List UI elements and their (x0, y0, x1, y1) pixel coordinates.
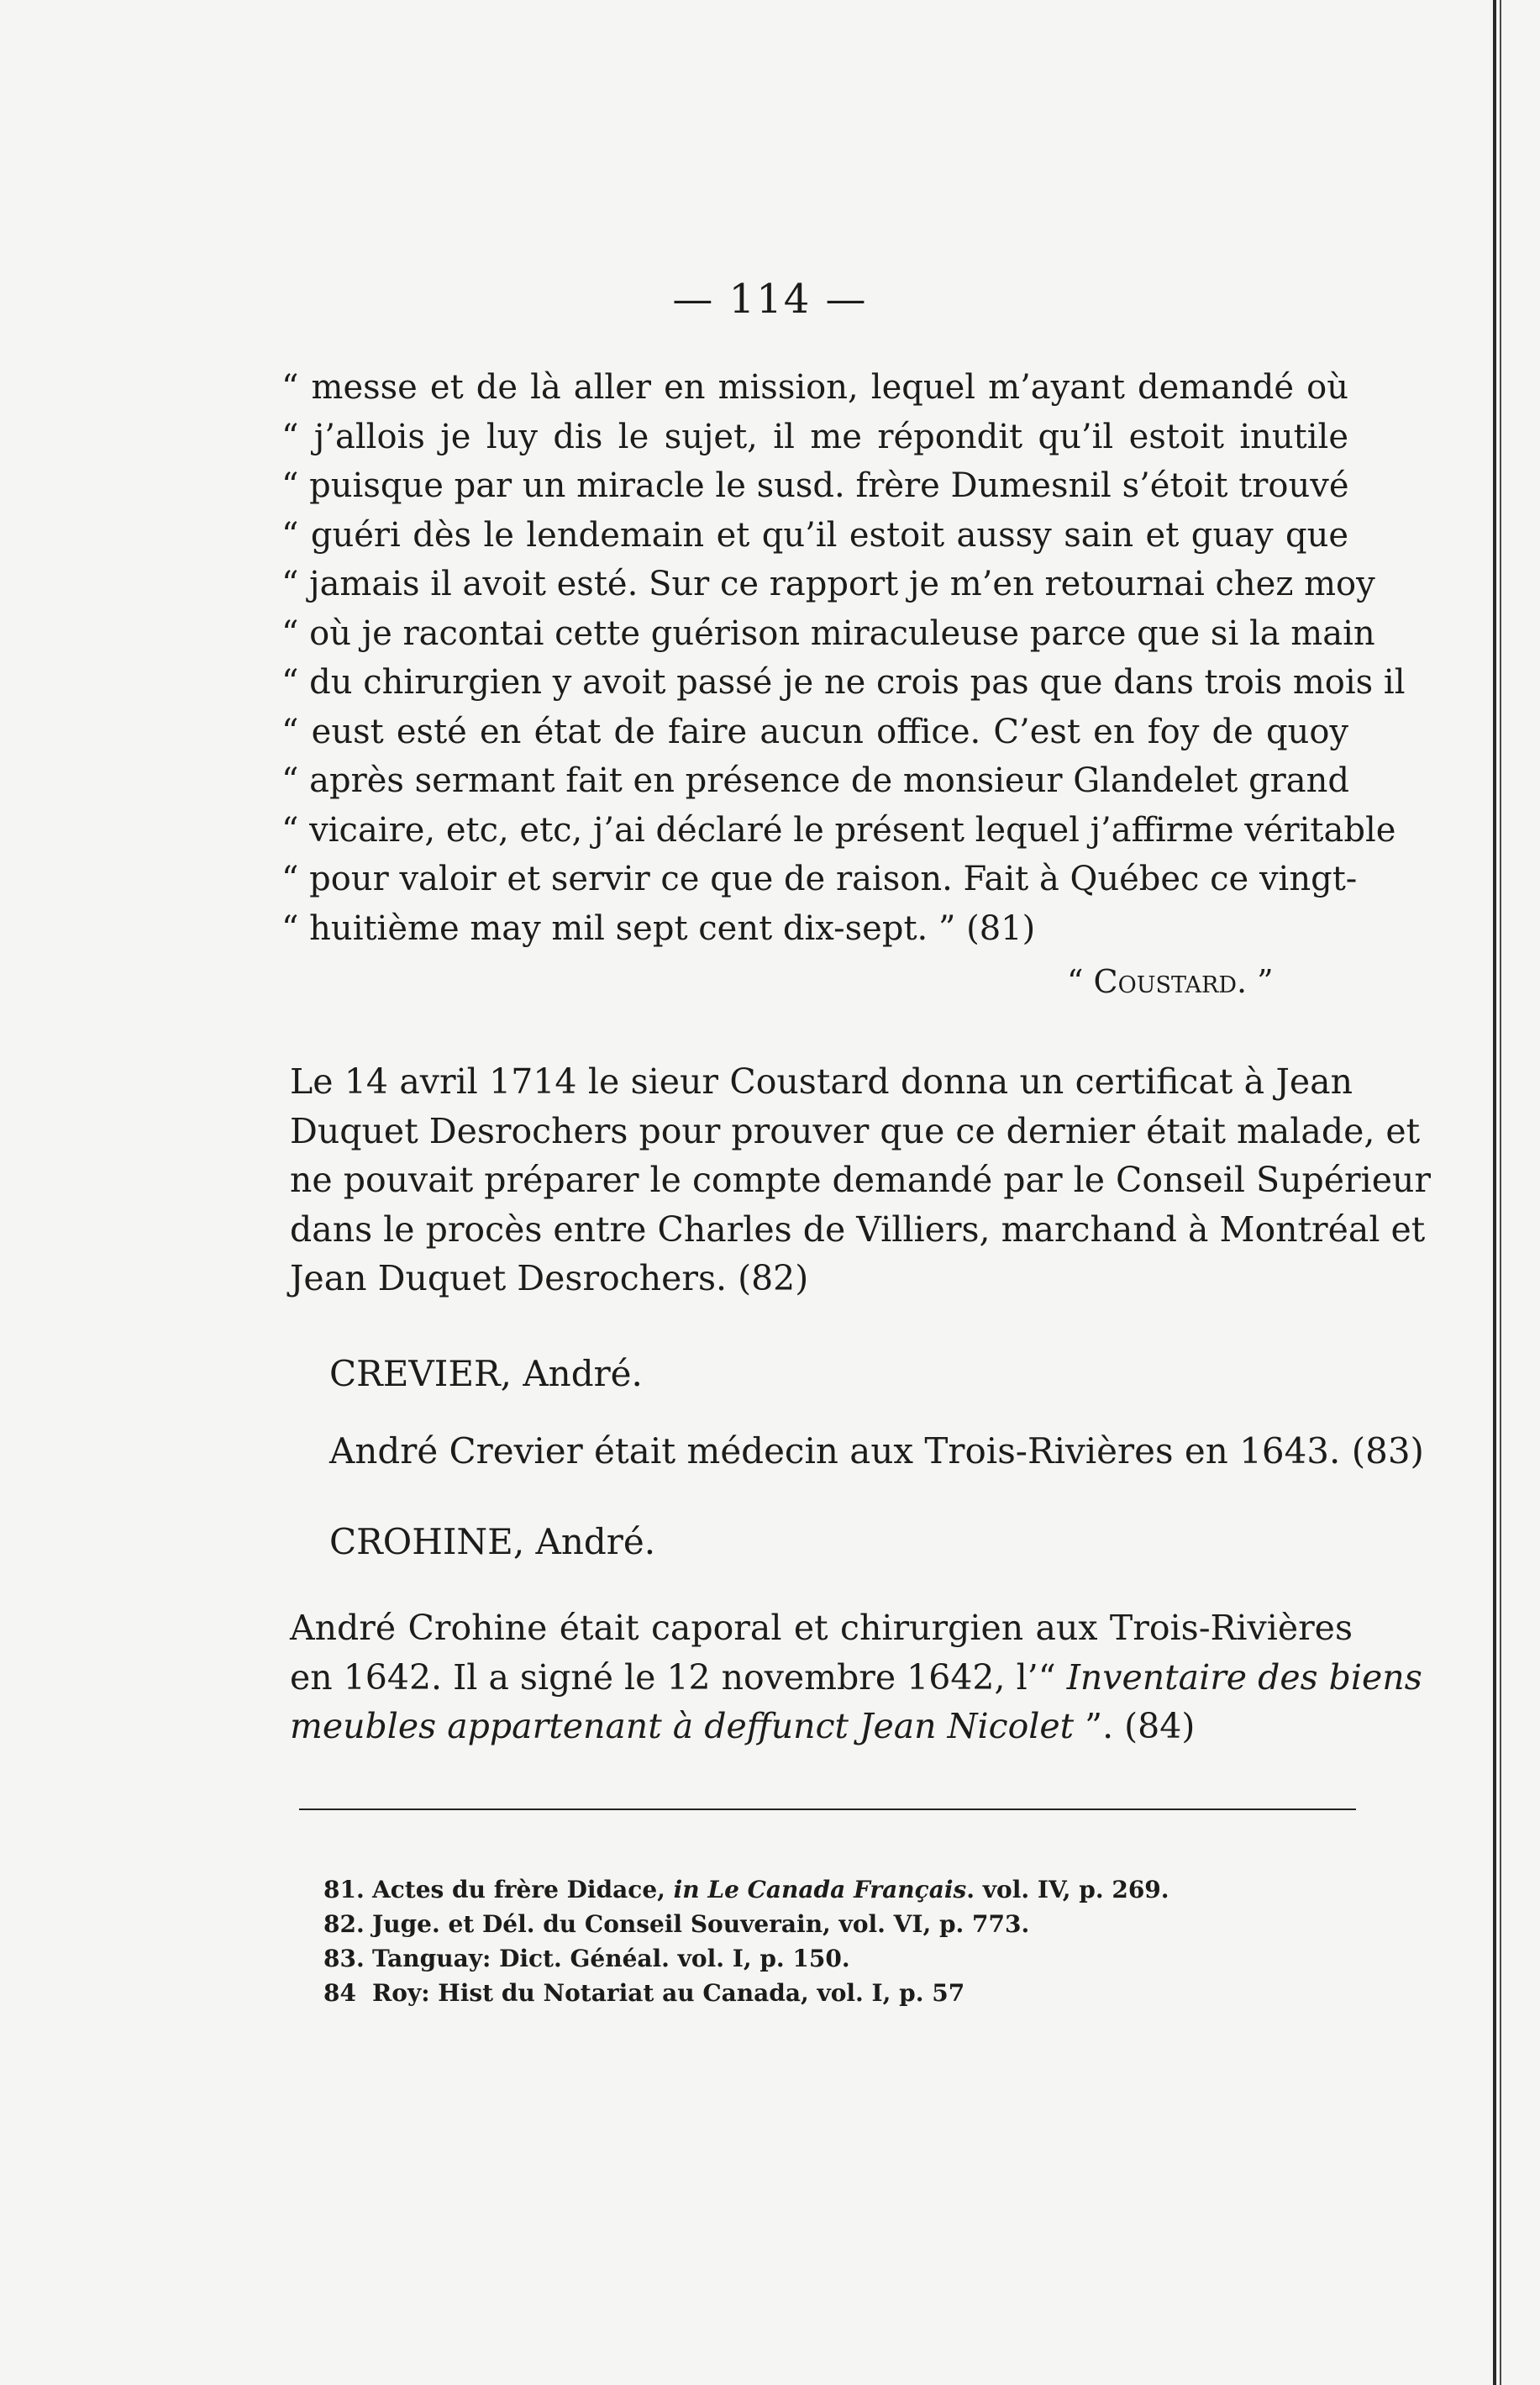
page-number: — 114 — (672, 276, 868, 323)
footnote (323, 1976, 1169, 2010)
footnotes (323, 1872, 1169, 2010)
quote-line: “ guéri dès le lendemain et qu’il estoit aussy sain et guay que (281, 515, 1348, 555)
quote-line: “ pour valoir et servir ce que de raison. Fait à Québec ce vingt- (281, 860, 1358, 898)
text-run: en 1642. Il a signé le 12 novembre 1642, l’“ (290, 1656, 1067, 1698)
heading-crohine: CROHINE, André. (329, 1521, 656, 1562)
footnote-divider (299, 1808, 1356, 1810)
footnote-number: 83. (323, 1945, 365, 1972)
paragraph-line: André Crohine était caporal et chirurgien aux Trois-Rivières (290, 1608, 1353, 1648)
italic-title: Inventaire des biens (1066, 1656, 1422, 1698)
footnote-number: 82. (323, 1910, 365, 1938)
quote-line: “ après sermant fait en présence de monsieur Glandelet grand (281, 761, 1350, 800)
footnote-number: 84 (323, 1979, 356, 2007)
quote-line: “ vicaire, etc, etc, j’ai déclaré le présent lequel j’affirme véritable (281, 810, 1396, 850)
paragraph-line: ne pouvait préparer le compte demandé par le Conseil Supérieur (290, 1160, 1432, 1200)
page-edge-line-inner (1500, 0, 1501, 2385)
footnote-text-end: . vol. IV, p. 269. (966, 1876, 1169, 1903)
page-edge-line (1493, 0, 1496, 2385)
paragraph-line: Jean Duquet Desrochers. (82) (290, 1258, 809, 1298)
quote-line: “ huitième may mil sept cent dix-sept. ” (81) (281, 908, 1036, 948)
quote-line: “ eust esté en état de faire aucun office. C’est en foy de quoy (281, 712, 1348, 751)
quote-line: “ où je racontai cette guérison miraculeuse parce que si la main (281, 613, 1375, 653)
footnote-italic: in Le Canada Français (673, 1876, 967, 1903)
footnote (323, 1872, 1169, 1907)
paragraph-line: Le 14 avril 1714 le sieur Coustard donna un certificat à Jean (290, 1061, 1353, 1102)
quote-line: “ j’allois je luy dis le sujet, il me répondit qu’il estoit inutile (281, 417, 1348, 456)
paragraph-line: dans le procès entre Charles de Villiers, marchand à Montréal et (290, 1208, 1426, 1250)
italic-title: meubles appartenant à deffunct Jean Nicolet (290, 1706, 1075, 1746)
text-run: ”. (84) (1074, 1706, 1196, 1746)
paragraph-coustard (290, 1057, 1432, 1303)
quote-line: “ du chirurgien y avoit passé je ne crois pas que dans trois mois il (281, 663, 1406, 702)
quote-line: “ messe et de là aller en mission, lequel m’ayant demandé où (281, 368, 1348, 407)
heading-crevier: CREVIER, André. (329, 1353, 643, 1394)
paragraph-line (290, 1653, 1422, 1703)
footnote-text: Tanguay: Dict. Généal. vol. I, p. 150. (372, 1945, 850, 1972)
footnote-text: Juge. et Dél. du Conseil Souverain, vol. VI, p. 773. (372, 1910, 1030, 1938)
footnote (323, 1907, 1169, 1941)
footnote-text: Actes du frère Didace, (372, 1876, 674, 1903)
quote-line: “ puisque par un miracle le susd. frère Dumesnil s’étoit trouvé (281, 466, 1349, 505)
quoted-testimony (281, 363, 1406, 953)
paragraph-line (290, 1702, 1353, 1751)
signature: “ Coustard. ” (1067, 963, 1274, 1000)
footnote (323, 1941, 1169, 1976)
quote-line: “ jamais il avoit esté. Sur ce rapport je m’en retournai chez moy (281, 565, 1375, 603)
paragraph-crevier: André Crevier était médecin aux Trois-Rivières en 1643. (83) (329, 1430, 1424, 1472)
paragraph-crohine (290, 1603, 1422, 1751)
footnote-text: Roy: Hist du Notariat au Canada, vol. I, p. 57 (372, 1979, 965, 2007)
paragraph-line: Duquet Desrochers pour prouver que ce dernier était malade, et (290, 1110, 1421, 1151)
footnote-number: 81. (323, 1876, 365, 1903)
